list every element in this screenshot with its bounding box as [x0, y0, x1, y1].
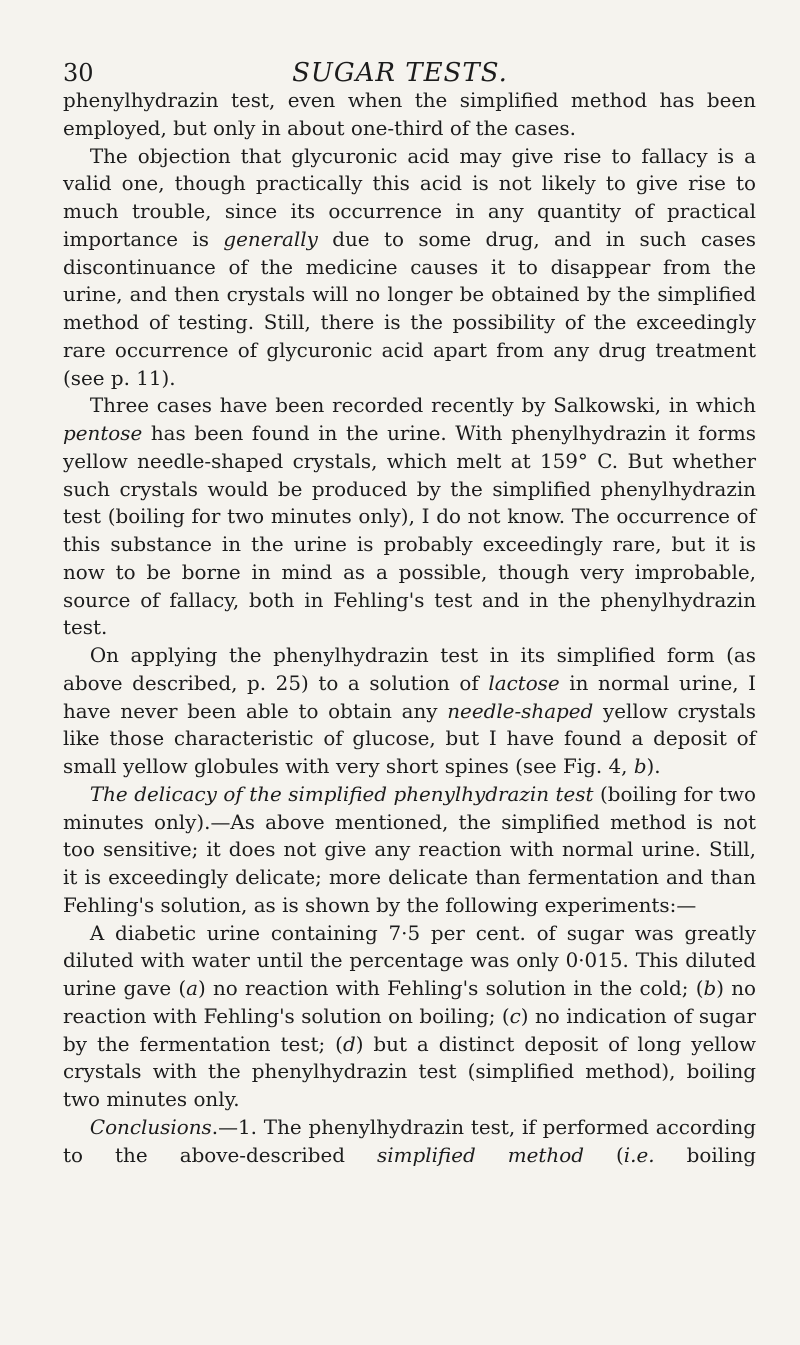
paragraph-conclusions: [63, 1114, 756, 1170]
italic-run: lactose: [488, 671, 560, 695]
text-run: phenylhydrazin test, even when the simplified method has been employed, but only in about one-third of the cases.: [63, 89, 756, 140]
text-run: On applying the phenylhydrazin test in its simplified form (as above described, p. 25) to a solution of: [63, 644, 756, 695]
italic-run: simplified method: [377, 1143, 584, 1167]
text-run: A diabetic urine containing 7·5 per cent. of sugar was greatly diluted with water until the percentage was only 0·015. This diluted urine gave (: [63, 921, 756, 1000]
text-run: .—1. The phenylhydrazin test, if performed according to the above-described: [63, 1115, 756, 1167]
text-run: (: [583, 1143, 624, 1167]
text-run: ) but a distinct deposit of long yellow crystals with the phenylhydrazin test (simplified method), boiling two minutes only.: [63, 1032, 756, 1111]
italic-run: d: [342, 1032, 356, 1056]
italic-run: i.e.: [623, 1143, 655, 1167]
paragraph-glycuronic-acid: [63, 143, 756, 393]
text-run: (boiling for two minutes only).—As above mentioned, the simplified method is not too sensitive; it does not give any reaction with normal urine. Still, it is exceedingly delicate; more delicate than fermentation and than Fehling's solution, as is shown by the following experiments:—: [63, 782, 756, 917]
italic-run: pentose: [63, 422, 143, 445]
body-text: [63, 87, 756, 1169]
text-run: due to some drug, and in such cases discontinuance of the medicine causes it to disappear from the urine, and then crystals will no longer be obtained by the simplified method of testing. Still, there is the possibility of the exceedingly rare occurrence of glycuronic acid apart from any drug treatment (see p. 11).: [63, 227, 757, 390]
text-run: boiling: [654, 1143, 756, 1167]
italic-run: The delicacy of the simplified phenylhydrazin test: [89, 782, 594, 806]
italic-run: needle-shaped: [447, 699, 594, 723]
text-run: yellow crystals like those characteristic of glucose, but I have found a deposit of small yellow globules with very short spines (see Fig. 4,: [63, 699, 756, 778]
text-run: The objection that glycuronic acid may give rise to fallacy is a valid one, though practically this acid is not likely to give rise to much trouble, since its occurrence in any quantity of practical importance is: [63, 144, 756, 251]
text-run: ) no reaction with Fehling's solution in the cold; (: [197, 977, 704, 1000]
running-title: SUGAR TESTS.: [292, 58, 508, 88]
paragraph-lactose: [63, 642, 756, 781]
paragraph-continued: [63, 87, 756, 143]
text-run: Three cases have been recorded recently by Salkowski, in which: [89, 394, 756, 418]
paragraph-delicacy: [63, 781, 756, 920]
italic-run: b: [633, 755, 647, 778]
text-run: ) no reaction with Fehling's solution on boiling; (: [63, 977, 756, 1028]
italic-run: c: [509, 1004, 521, 1028]
running-head: [0, 58, 800, 92]
italic-run: a: [186, 977, 198, 1000]
text-run: in normal urine, I have never been able to obtain any: [63, 671, 756, 723]
italic-run: b: [703, 977, 717, 1000]
page-number: 30: [63, 59, 94, 87]
paragraph-experiment: [63, 920, 756, 1114]
text-run: has been found in the urine. With phenylhydrazin it forms yellow needle-shaped crystals, which melt at 159° C. But whether such crystals would be produced by the simplified phenylhydrazin test (boiling for two minutes only), I do not know. The occurrence of this substance in the urine is probably exceedingly rare, but it is now to be borne in mind as a possible, though very improbable, source of fallacy, both in Fehling's test and in the phenylhydrazin test.: [63, 422, 756, 640]
italic-run: Conclusions: [89, 1115, 212, 1139]
text-run: ).: [646, 755, 661, 778]
paragraph-pentose: [63, 392, 756, 642]
text-run: ) no indication of sugar by the fermentation test; (: [63, 1004, 756, 1056]
italic-run: generally: [223, 227, 318, 251]
